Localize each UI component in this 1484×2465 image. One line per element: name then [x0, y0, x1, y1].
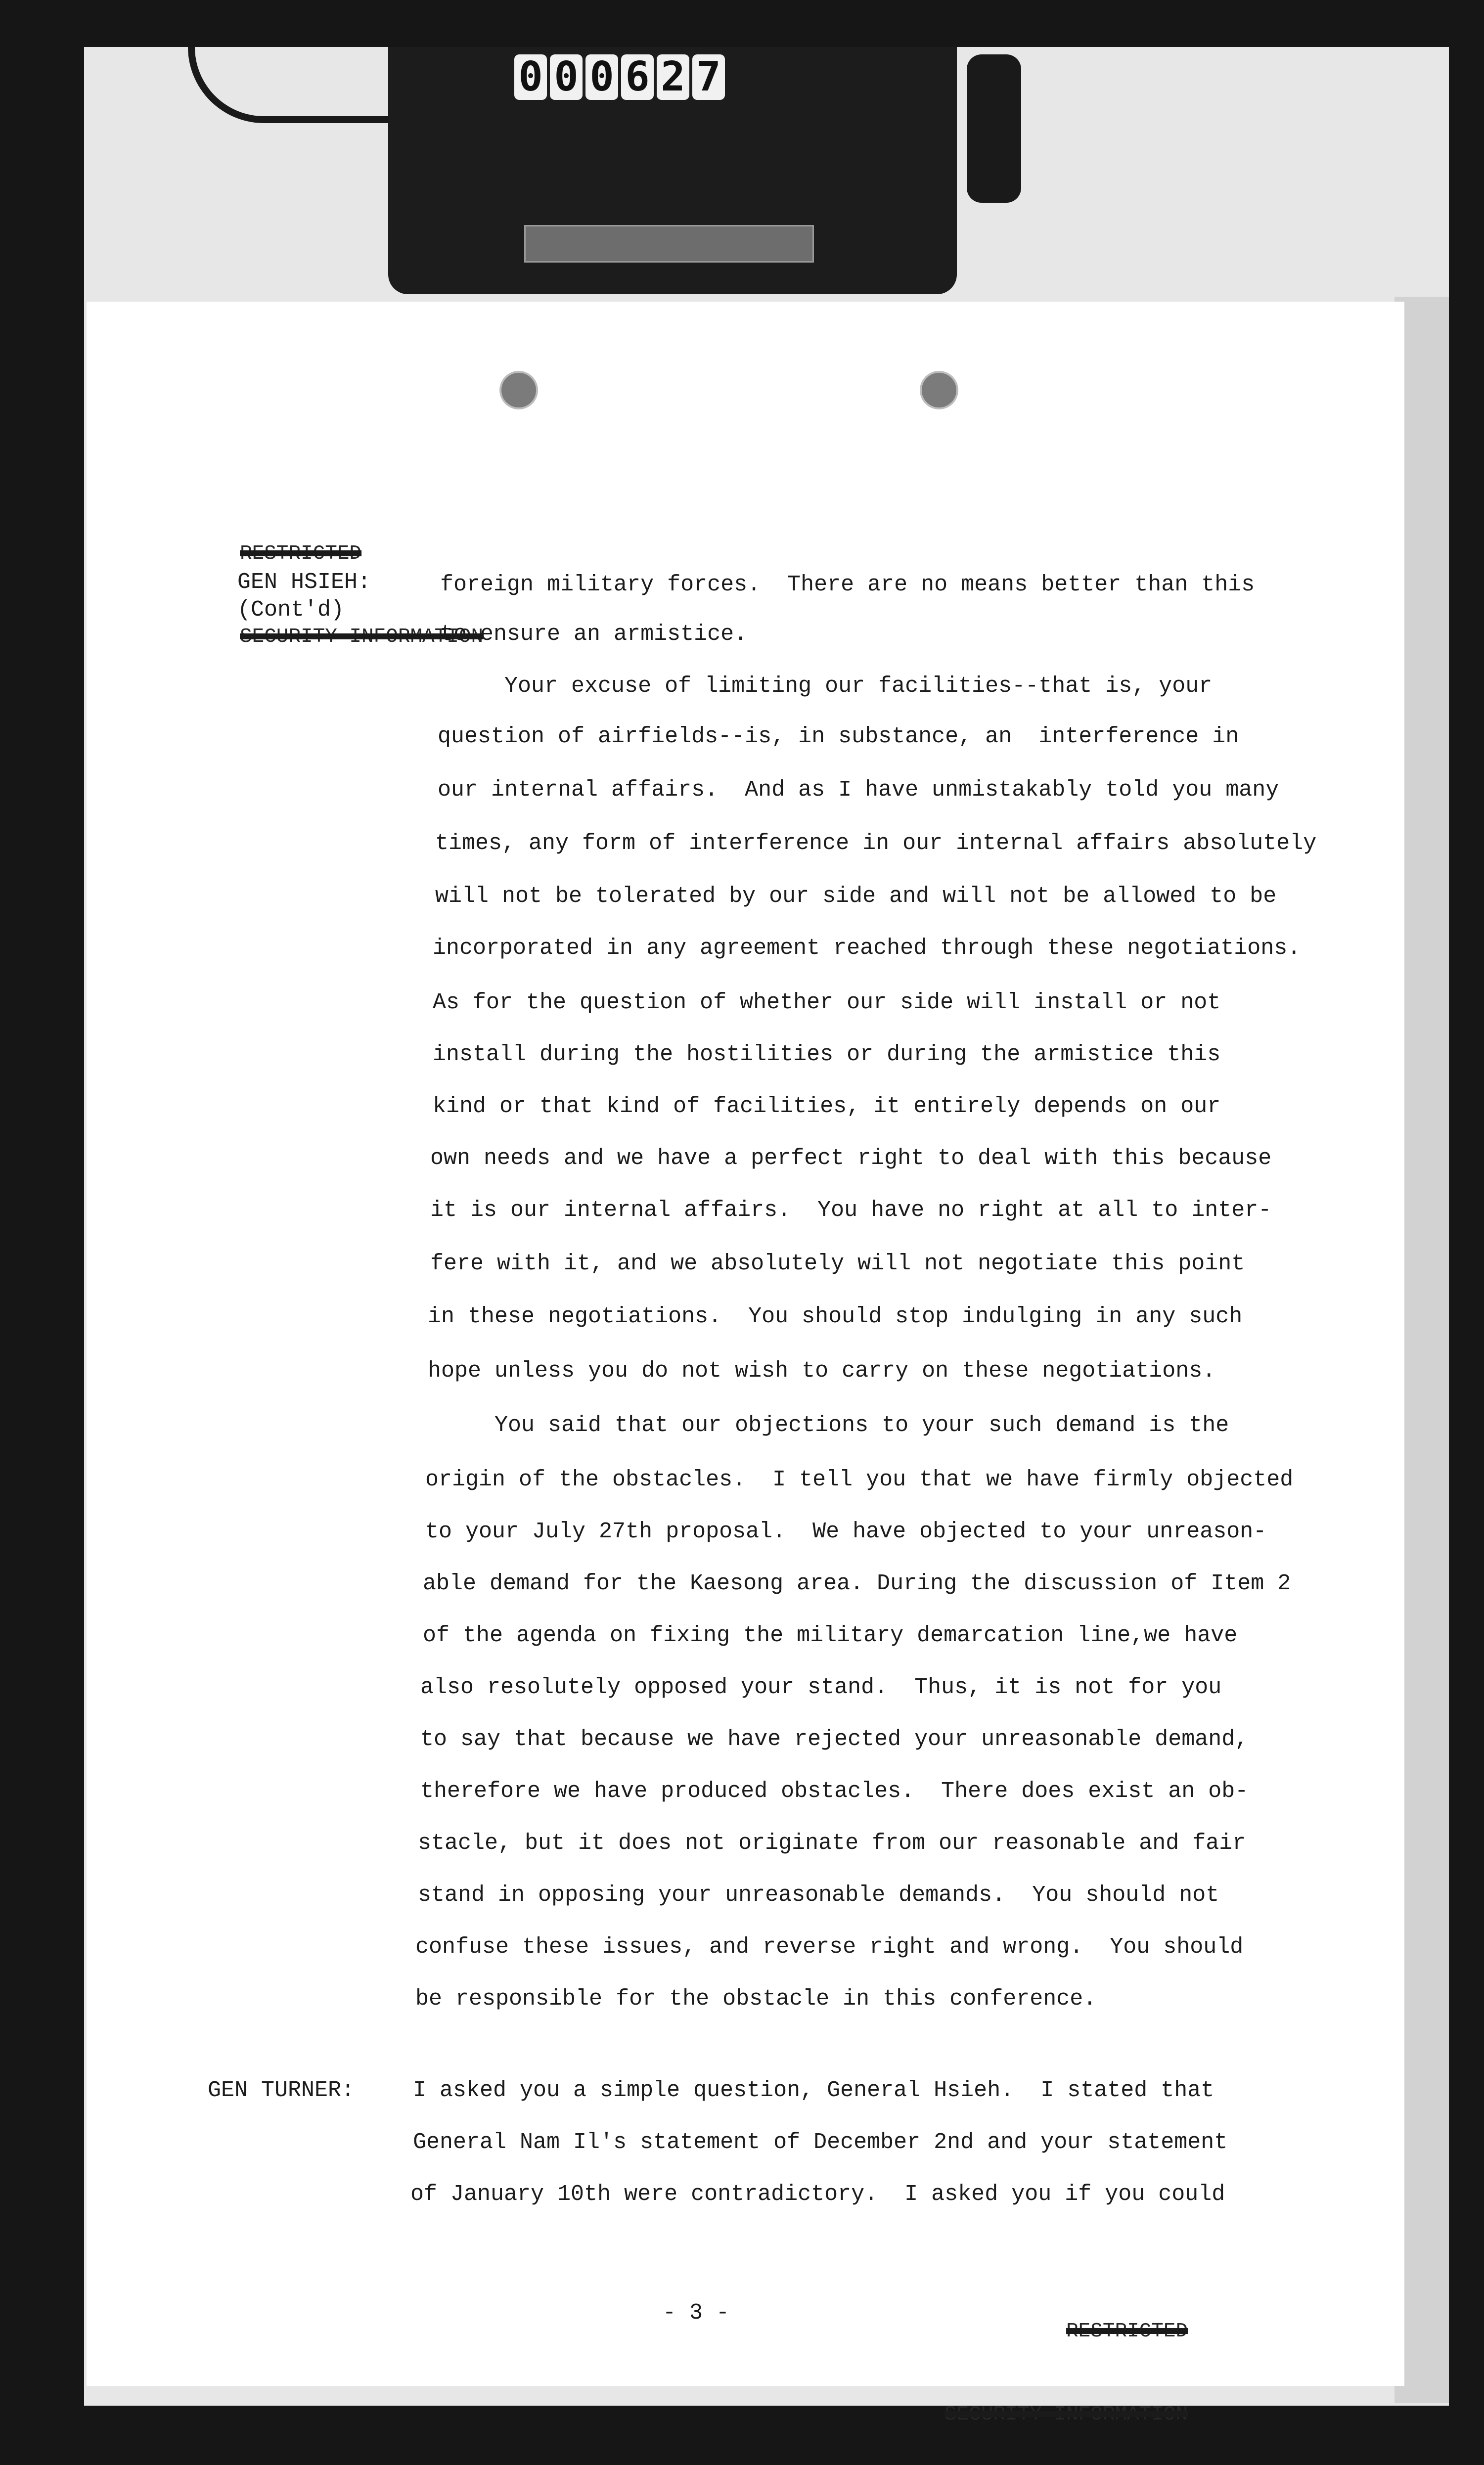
text-line: of the agenda on fixing the military demarcation line,we have: [423, 1623, 1238, 1648]
text-line: will not be tolerated by our side and will not be allowed to be: [435, 884, 1277, 909]
text-line: question of airfields--is, in substance, an interference in: [438, 724, 1239, 749]
frame-counter-digits: [514, 54, 725, 101]
text-line: able demand for the Kaesong area. During the discussion of Item 2: [423, 1571, 1291, 1596]
text-line: As for the question of whether our side will install or not: [433, 990, 1221, 1015]
footer-classification-line-1: RESTRICTED: [1066, 2320, 1188, 2343]
counter-digit: 0: [550, 54, 583, 100]
footer-classification: [944, 2262, 1188, 2465]
counter-digit: 2: [657, 54, 689, 100]
text-line: in these negotiations. You should stop indulging in any such: [428, 1304, 1243, 1329]
text-line: confuse these issues, and reverse right and wrong. You should: [415, 1934, 1244, 1960]
text-line: times, any form of interference in our internal affairs absolutely: [435, 831, 1317, 856]
text-line: therefore we have produced obstacles. There does exist an ob-: [420, 1779, 1249, 1804]
text-line: General Nam Il's statement of December 2nd and your statement: [413, 2130, 1228, 2155]
text-line: also resolutely opposed your stand. Thus, it is not for you: [420, 1675, 1222, 1700]
text-line: I asked you a simple question, General Hsieh. I stated that: [413, 2078, 1214, 2103]
text-line: to say that because we have rejected your unreasonable demand,: [420, 1727, 1249, 1752]
text-line: stand in opposing your unreasonable demands. You should not: [418, 1882, 1219, 1908]
text-line: Your excuse of limiting our facilities--that is, your: [438, 673, 1213, 699]
counter-knob: [967, 54, 1021, 203]
header-classification-line-2: SECURITY INFORMATION: [240, 626, 484, 648]
footer-classification-line-2: SECURITY INFORMATION: [944, 2403, 1188, 2426]
text-line: it is our internal affairs. You have no right at all to inter-: [430, 1198, 1272, 1223]
text-line: hope unless you do not wish to carry on these negotiations.: [428, 1358, 1216, 1384]
text-line: to your July 27th proposal. We have objected to your unreason-: [425, 1519, 1267, 1544]
text-line: our internal affairs. And as I have unmistakably told you many: [438, 777, 1279, 803]
page-number: - 3 -: [663, 2300, 730, 2326]
text-line: install during the hostilities or during the armistice this: [433, 1042, 1221, 1067]
typed-page: [87, 302, 1404, 2426]
speaker-continued-label: (Cont'd): [237, 597, 345, 623]
text-line: foreign military forces. There are no means better than this: [440, 572, 1255, 597]
text-line: of January 10th were contradictory. I asked you if you could: [410, 2182, 1225, 2207]
counter-digit: 7: [692, 54, 725, 100]
text-line: stacle, but it does not originate from our reasonable and fair: [418, 1831, 1246, 1856]
text-line: incorporated in any agreement reached through these negotiations.: [433, 936, 1301, 961]
transcript-body: [87, 302, 1404, 2386]
counter-digit: 0: [514, 54, 547, 100]
counter-label-plate: [524, 225, 814, 263]
text-line: own needs and we have a perfect right to deal with this because: [430, 1146, 1272, 1171]
counter-digit: 6: [621, 54, 654, 100]
text-line: kind or that kind of facilities, it entirely depends on our: [433, 1094, 1221, 1119]
text-line: be responsible for the obstacle in this conference.: [415, 1986, 1097, 2012]
header-classification-line-1: RESTRICTED: [240, 542, 362, 565]
text-line: origin of the obstacles. I tell you that we have firmly objected: [425, 1467, 1294, 1492]
counter-digit: 0: [585, 54, 618, 100]
speaker-label: GEN HSIEH:: [237, 570, 371, 595]
speaker-label: GEN TURNER:: [208, 2078, 355, 2103]
text-line: fere with it, and we absolutely will not negotiate this point: [430, 1251, 1245, 1276]
text-line: to ensure an armistice.: [440, 622, 748, 647]
text-line: You said that our objections to your such demand is the: [428, 1413, 1229, 1438]
